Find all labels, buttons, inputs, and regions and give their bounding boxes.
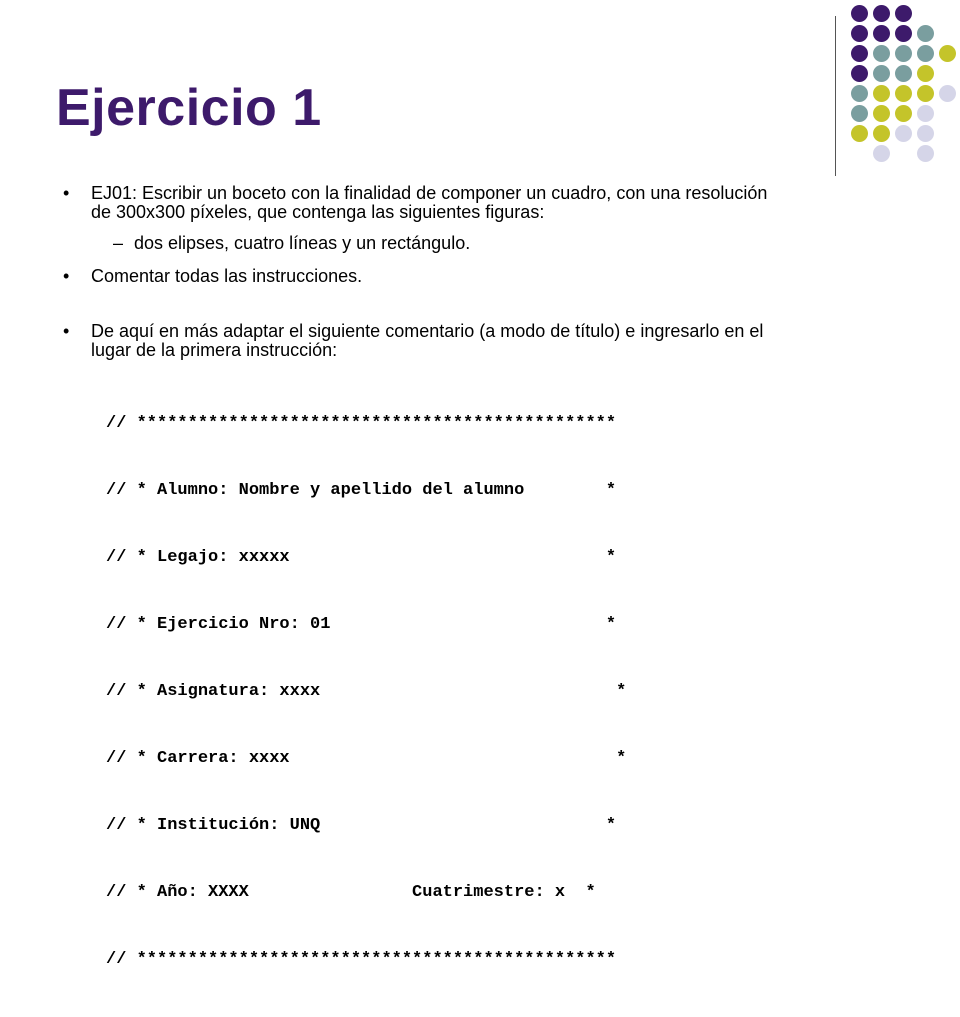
decorative-dot [873, 125, 890, 142]
decorative-dot [895, 65, 912, 82]
decorative-dot [917, 25, 934, 42]
decorative-dot [873, 105, 890, 122]
code-line: // * Alumno: Nombre y apellido del alumno * [106, 481, 617, 500]
decorative-dot [895, 85, 912, 102]
code-line: // *********************************************** [106, 950, 617, 969]
bullet-exercise [63, 184, 923, 222]
decorative-dot [895, 45, 912, 62]
code-line: // *********************************************** [106, 414, 617, 433]
bullet-text-line: Comentar todas las instrucciones. [91, 266, 363, 286]
decorative-dot [917, 65, 934, 82]
decorative-dot [895, 125, 912, 142]
decorative-dot [851, 125, 868, 142]
code-line: // * Legajo: xxxxx * [106, 548, 617, 567]
bullet-text-line: lugar de la primera instrucción: [91, 340, 338, 360]
dash-marker: – [113, 233, 124, 253]
code-line: // * Año: XXXX Cuatrimestre: x * [106, 883, 596, 902]
decorative-dot [873, 145, 890, 162]
decorative-dot [917, 45, 934, 62]
decorative-dot [851, 85, 868, 102]
decorative-dot [851, 25, 868, 42]
bullet-text-line: de 300x300 píxeles, que contenga las siguientes figuras: [91, 202, 545, 222]
decorative-dot [917, 145, 934, 162]
bullet-comment [63, 267, 923, 286]
decorative-dot [873, 5, 890, 22]
decorative-dot [873, 25, 890, 42]
code-line: // * Asignatura: xxxx * [106, 682, 627, 701]
code-block [106, 376, 626, 1017]
decorative-dot [917, 85, 934, 102]
sub-bullet-text: dos elipses, cuatro líneas y un rectángulo. [134, 233, 471, 253]
bullet-text-line: De aquí en más adaptar el siguiente comentario (a modo de título) e ingresarlo en el [91, 321, 764, 341]
bullet-text-line: EJ01: Escribir un boceto con la finalidad de componer un cuadro, con una resolución [91, 183, 768, 203]
decorative-dot [851, 45, 868, 62]
bullet-marker: • [63, 183, 70, 203]
decorative-dot [851, 105, 868, 122]
decorative-dot [895, 25, 912, 42]
bullet-marker: • [63, 321, 70, 341]
code-line: // * Ejercicio Nro: 01 * [106, 615, 617, 634]
decorative-dot [873, 45, 890, 62]
code-line: // * Carrera: xxxx * [106, 749, 627, 768]
slide-title: Ejercicio 1 [56, 79, 322, 137]
sub-bullet-figures [63, 234, 923, 253]
decorative-dot [895, 105, 912, 122]
decorative-dot [939, 85, 956, 102]
decorative-dot [917, 105, 934, 122]
divider-line [835, 16, 836, 176]
decorative-dot [917, 125, 934, 142]
decorative-dot [895, 5, 912, 22]
decorative-dot [851, 5, 868, 22]
slide-body [63, 184, 923, 360]
bullet-title-comment [63, 322, 923, 360]
code-line: // * Institución: UNQ * [106, 816, 617, 835]
decorative-dot [939, 45, 956, 62]
decorative-dot [873, 85, 890, 102]
decorative-dot [873, 65, 890, 82]
decorative-dot [851, 65, 868, 82]
bullet-marker: • [63, 266, 70, 286]
